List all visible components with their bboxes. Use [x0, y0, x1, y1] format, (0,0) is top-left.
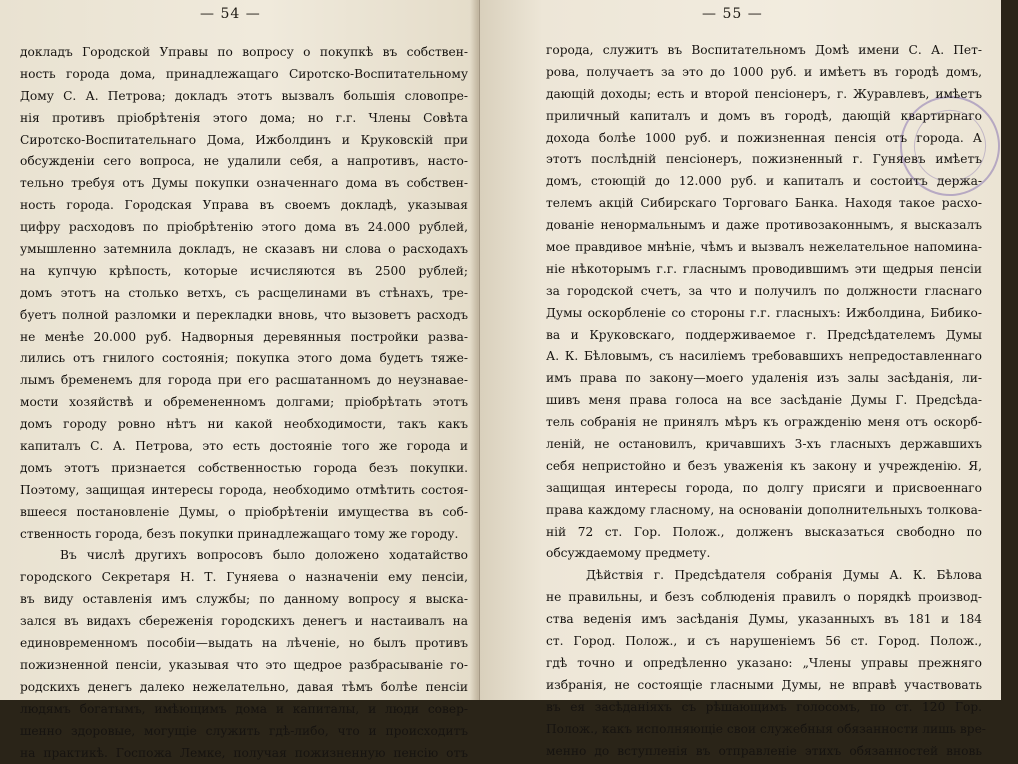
- text-line: зался въ видахъ сбереженiя городскихъ денегъ и настаивалъ на: [20, 611, 468, 633]
- page-number-right: — 55 —: [702, 6, 763, 22]
- text-line: ность города дома, принадлежащаго Сиротско-Воспитательному: [20, 64, 468, 86]
- text-line: тель собранiя не принялъ мѣръ къ огражденiю меня отъ оскорб-: [546, 412, 982, 434]
- text-line: домъ этотъ на столько ветхъ, съ расщелинами въ стѣнахъ, тре-: [20, 283, 468, 305]
- text-line: нiя противъ прiобрѣтенiя этого дома; но г.г. Члены Совѣта: [20, 108, 468, 130]
- text-line: города, служитъ въ Воспитательномъ Домѣ имени С. А. Пет-: [546, 40, 982, 62]
- text-line: Поэтому, защищая интересы города, необходимо отмѣтить состоя-: [20, 480, 468, 502]
- text-line: нiй 72 ст. Гор. Полож., долженъ высказаться свободно по: [546, 522, 982, 544]
- text-line: приличный капиталъ и домъ въ городѣ, дающiй квартирнаго: [546, 106, 982, 128]
- text-line: Сиротско-Воспитательнаго Дома, Ижболдинъ и Круковскiй при: [20, 130, 468, 152]
- text-line: на купчую крѣпость, которые исчисляются въ 2500 рублей;: [20, 261, 468, 283]
- text-line: менно до вступленiя въ отправленiе этихъ обязанностей вновь: [546, 741, 982, 763]
- text-line: ственность города, безъ покупки принадлежащаго тому же городу.: [20, 524, 468, 546]
- text-line: мости хозяйствѣ и обремененномъ долгами; прiобрѣтать этотъ: [20, 392, 468, 414]
- text-line: родскихъ денегъ далеко нежелательно, давая тѣмъ болѣе пенсiи: [20, 677, 468, 699]
- text-line: единовременномъ пособiи—выдать на лѣченiе, но былъ противъ: [20, 633, 468, 655]
- text-line: ленiй, не остановилъ, кричавшихъ 3-хъ гласныхъ державшихъ: [546, 434, 982, 456]
- text-line: Думы оскорбленiе со стороны г.г. гласныхъ: Ижболдина, Бибико-: [546, 303, 982, 325]
- right-page-text: [546, 40, 982, 762]
- text-line: Дѣйствiя г. Предсѣдателя собранiя Думы А. К. Бѣлова: [546, 565, 982, 587]
- text-line: не менѣе 20.000 руб. Надворныя деревянныя постройки развa-: [20, 327, 468, 349]
- text-line: ст. Город. Полож., и съ нарушенiемъ 56 ст. Город. Полож.,: [546, 631, 982, 653]
- text-line: домъ этотъ признается собственностью города безъ покупки.: [20, 458, 468, 480]
- text-line: Полож., какъ исполняющiе свои служебныя обязанности лишь вре-: [546, 719, 982, 741]
- text-line: обсужденiи сего вопроса, не удалили себя, а напротивъ, насто-: [20, 151, 468, 173]
- text-line: защищая интересы города, по долгу присяги и присвоеннаго: [546, 478, 982, 500]
- text-line: ность города. Городская Управа въ своемъ докладѣ, указывая: [20, 195, 468, 217]
- page-number-left: — 54 —: [200, 6, 261, 22]
- text-line: докладъ Городской Управы по вопросу о покупкѣ въ собствен-: [20, 42, 468, 64]
- text-line: лымъ бременемъ для города при его расшатанномъ до неузнавае-: [20, 370, 468, 392]
- text-line: этотъ послѣдній пенсiонеръ, пожизненный г. Гуняевъ имѣетъ: [546, 149, 982, 171]
- left-page-text: [20, 42, 468, 764]
- text-line: гдѣ точно и опредѣленно указано: „Члены управы прежняго: [546, 653, 982, 675]
- text-line: людямъ богатымъ, имѣющимъ дома и капиталы, и люди совер-: [20, 699, 468, 721]
- text-line: умышленно затемнила докладъ, не сказавъ ни слова о расходахъ: [20, 239, 468, 261]
- text-line: тельно требуя отъ Думы покупки означеннаго дома въ собствен-: [20, 173, 468, 195]
- text-line: ства веденiя имъ засѣданiя Думы, указанныхъ въ 181 и 184: [546, 609, 982, 631]
- text-line: себя непристойно и безъ уваженiя къ закону и учрежденiю. Я,: [546, 456, 982, 478]
- right-page: [480, 0, 1001, 700]
- text-line: вшееся постановленiе Думы, о прiобрѣтенiи имущества въ соб-: [20, 502, 468, 524]
- text-line: домъ городу ровно нѣтъ ни какой необходимости, такъ какъ: [20, 414, 468, 436]
- text-line: дохода болѣе 1000 руб. и пожизненная пенсiя отъ города. А: [546, 128, 982, 150]
- text-line: нiе нѣкоторымъ г.г. гласнымъ проводившимъ эти щедрыя пенсiи: [546, 259, 982, 281]
- text-line: дованiе ненормальнымъ и даже противозаконнымъ, я высказалъ: [546, 215, 982, 237]
- text-line: права каждому гласному, на основанiи дополнительныхъ толкова-: [546, 500, 982, 522]
- text-line: домъ, стоющiй до 12.000 руб. и капиталъ и состоитъ держа-: [546, 171, 982, 193]
- text-line: мое правдивое мнѣнiе, чѣмъ и вызвалъ нежелательное напомина-: [546, 237, 982, 259]
- text-line: не правильны, и безъ соблюденiя правилъ о порядкѣ производ-: [546, 587, 982, 609]
- text-line: имъ права по закону—моего удаленiя изъ залы засѣданiя, ли-: [546, 368, 982, 390]
- left-page: [0, 0, 478, 700]
- text-line: въ ея засѣданiяхъ съ рѣшающимъ голосомъ, по ст. 120 Гор.: [546, 697, 982, 719]
- text-line: пожизненной пенсiи, указывая что это щедрое разбрасыванiе го-: [20, 655, 468, 677]
- text-line: въ виду оставленiя имъ службы; по данному вопросу я выска-: [20, 589, 468, 611]
- text-line: Дому С. А. Петрова; докладъ этотъ вызвалъ большiя словопре-: [20, 86, 468, 108]
- text-line: ва и Круковскаго, поддерживаемое г. Предсѣдателемъ Думы: [546, 325, 982, 347]
- text-line: обсуждаемому предмету.: [546, 543, 982, 565]
- text-line: дающiй доходы; есть и второй пенсiонеръ, г. Журавлевъ, имѣетъ: [546, 84, 982, 106]
- text-line: капиталъ С. А. Петрова, это есть достоянiе того же города и: [20, 436, 468, 458]
- text-line: рова, получаетъ за это до 1000 руб. и имѣетъ въ городѣ домъ,: [546, 62, 982, 84]
- text-line: цифру расходовъ по прiобрѣтенiю этого дома въ 24.000 рублей,: [20, 217, 468, 239]
- text-line: буетъ полной разломки и перекладки вновь, что вызоветъ расходъ: [20, 305, 468, 327]
- text-line: лились отъ гнилого состоянiя; покупка этого дома будетъ тяже-: [20, 348, 468, 370]
- text-line: телемъ акцiй Сибирскаго Торговаго Банка. Находя такое расхо-: [546, 193, 982, 215]
- text-line: Въ числѣ другихъ вопросовъ было доложено ходатайство: [20, 545, 468, 567]
- text-line: на практикѣ. Госпожа Лемке, получая пожизненную пенсiю отъ: [20, 743, 468, 764]
- text-line: шенно здоровые, могущiе служить гдѣ-либо, что и происходитъ: [20, 721, 468, 743]
- text-line: избранiя, не состоящiе гласными Думы, не вправѣ участвовать: [546, 675, 982, 697]
- text-line: А. К. Бѣловымъ, съ насилiемъ требовавшихъ непредоставленнаго: [546, 346, 982, 368]
- text-line: городского Секретаря Н. Т. Гуняева о назначенiи ему пенсiи,: [20, 567, 468, 589]
- text-line: шивъ меня права голоса на все засѣданiе Думы Г. Предсѣда-: [546, 390, 982, 412]
- text-line: за городской счетъ, за что и получилъ по должности гласнаго: [546, 281, 982, 303]
